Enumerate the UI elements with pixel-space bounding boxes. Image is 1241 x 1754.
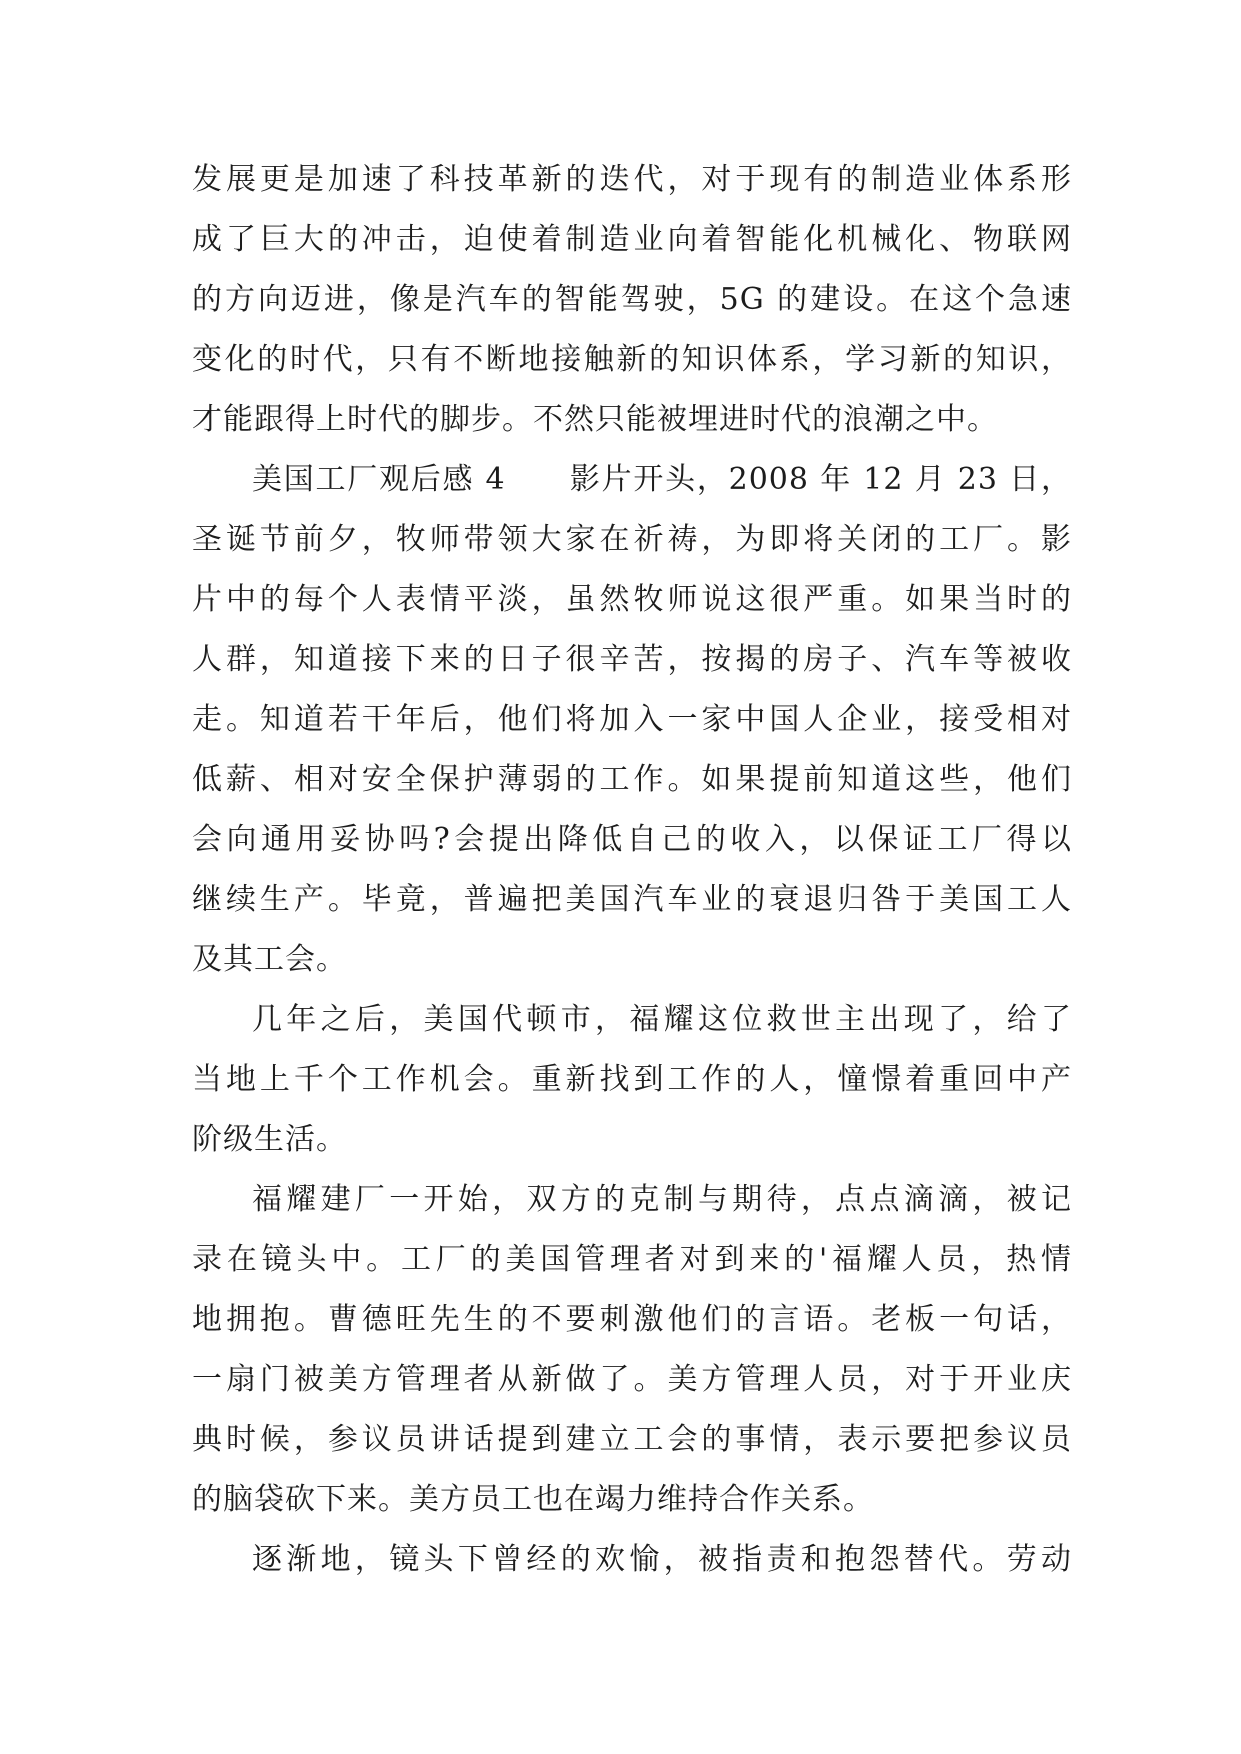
text-line: 人群，知道接下来的日子很辛苦，按揭的房子、汽车等被收 bbox=[192, 642, 1072, 677]
text-line: 及其工会。 bbox=[192, 942, 347, 977]
text-line: 发展更是加速了科技革新的迭代，对于现有的制造业体系形 bbox=[192, 162, 1072, 197]
paragraph bbox=[192, 150, 1072, 450]
body-text bbox=[192, 150, 1072, 1590]
text-line: 的方向迈进，像是汽车的智能驾驶，5G 的建设。在这个急速 bbox=[192, 282, 1072, 317]
text-line: 逐渐地，镜头下曾经的欢愉，被指责和抱怨替代。劳动 bbox=[252, 1542, 1072, 1577]
text-line: 几年之后，美国代顿市，福耀这位救世主出现了，给了 bbox=[252, 1002, 1072, 1037]
paragraph bbox=[192, 1170, 1072, 1530]
text-line: 地拥抱。曹德旺先生的不要刺激他们的言语。老板一句话， bbox=[192, 1302, 1072, 1337]
text-line: 低薪、相对安全保护薄弱的工作。如果提前知道这些，他们 bbox=[192, 762, 1072, 797]
text-line: 变化的时代，只有不断地接触新的知识体系，学习新的知识， bbox=[192, 342, 1072, 377]
paragraph bbox=[192, 450, 1072, 990]
text-line: 继续生产。毕竟，普遍把美国汽车业的衰退归咎于美国工人 bbox=[192, 882, 1072, 917]
text-line: 一扇门被美方管理者从新做了。美方管理人员，对于开业庆 bbox=[192, 1362, 1072, 1397]
text-line: 录在镜头中。工厂的美国管理者对到来的'福耀人员，热情 bbox=[192, 1242, 1072, 1277]
text-line: 的脑袋砍下来。美方员工也在竭力维持合作关系。 bbox=[192, 1482, 874, 1517]
text-line: 片中的每个人表情平淡，虽然牧师说这很严重。如果当时的 bbox=[192, 582, 1072, 617]
text-line: 美国工厂观后感 4 影片开头，2008 年 12 月 23 日， bbox=[252, 462, 1072, 497]
text-line: 走。知道若干年后，他们将加入一家中国人企业，接受相对 bbox=[192, 702, 1072, 737]
text-line: 成了巨大的冲击，迫使着制造业向着智能化机械化、物联网 bbox=[192, 222, 1072, 257]
text-line: 圣诞节前夕，牧师带领大家在祈祷，为即将关闭的工厂。影 bbox=[192, 522, 1072, 557]
text-line: 福耀建厂一开始，双方的克制与期待，点点滴滴，被记 bbox=[252, 1182, 1072, 1217]
text-line: 典时候，参议员讲话提到建立工会的事情，表示要把参议员 bbox=[192, 1422, 1072, 1457]
text-line: 才能跟得上时代的脚步。不然只能被埋进时代的浪潮之中。 bbox=[192, 402, 998, 437]
text-line: 当地上千个工作机会。重新找到工作的人，憧憬着重回中产 bbox=[192, 1062, 1072, 1097]
text-line: 阶级生活。 bbox=[192, 1122, 347, 1157]
paragraph bbox=[192, 990, 1072, 1170]
text-line: 会向通用妥协吗?会提出降低自己的收入，以保证工厂得以 bbox=[192, 822, 1072, 857]
paragraph bbox=[192, 1530, 1072, 1590]
